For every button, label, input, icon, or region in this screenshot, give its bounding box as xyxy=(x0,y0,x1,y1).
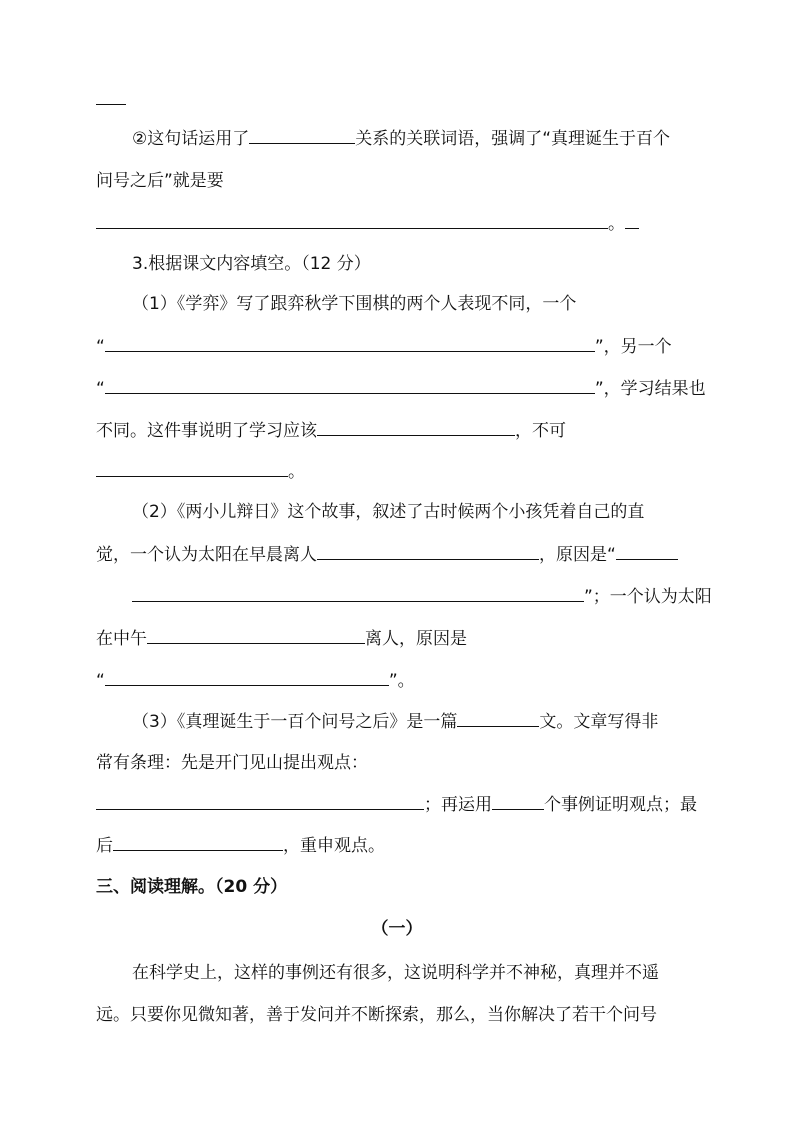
answer-blank[interactable] xyxy=(105,335,595,352)
punctuation: “ xyxy=(96,379,105,399)
punctuation: 。 xyxy=(288,462,305,482)
punctuation: “ xyxy=(96,671,105,691)
q3-p1-line2 xyxy=(96,335,672,358)
q2-sub2-line3 xyxy=(96,212,639,235)
q2-sub2-line2 xyxy=(96,170,224,192)
paragraph-text: 在科学史上，这样的事例还有很多，这说明科学并不神秘，真理并不遥 xyxy=(132,963,659,983)
answer-blank[interactable] xyxy=(616,543,678,560)
q3-p1-line4 xyxy=(96,419,566,442)
punctuation: 。 xyxy=(608,214,625,234)
question-text: 问号之后”就是要 xyxy=(96,171,224,191)
q3-p1-intro xyxy=(132,293,576,315)
q3-p2-intro xyxy=(132,501,644,523)
question-text: 不同。这件事说明了学习应该 xyxy=(96,421,317,441)
question-text: ”，学习结果也 xyxy=(594,379,706,399)
answer-blank[interactable] xyxy=(249,127,355,144)
reading-para-line2 xyxy=(96,1004,657,1026)
question-text: 关系的关联词语，强调了“真理诞生于百个 xyxy=(355,129,671,149)
question-text: ”，另一个 xyxy=(594,337,672,357)
answer-blank[interactable] xyxy=(105,377,595,394)
q3-p2-line5 xyxy=(96,669,415,692)
q3-p1-line3 xyxy=(96,377,706,400)
q3-p2-line2 xyxy=(96,543,678,566)
answer-blank[interactable] xyxy=(317,543,539,560)
question-text: ②这句话运用了 xyxy=(132,129,250,149)
heading-text: 三、阅读理解。（20 分） xyxy=(96,877,288,897)
q3-heading xyxy=(132,253,371,275)
section3-sub-heading xyxy=(0,918,794,940)
q3-p1-line5 xyxy=(96,460,305,483)
answer-blank[interactable] xyxy=(625,212,639,229)
answer-blank[interactable] xyxy=(96,88,126,105)
heading-text: 3.根据课文内容填空。（12 分） xyxy=(132,254,371,274)
question-text: 觉，一个认为太阳在早晨离人 xyxy=(96,545,317,565)
answer-blank[interactable] xyxy=(492,793,544,810)
question-text: 后 xyxy=(96,836,113,856)
punctuation: “ xyxy=(96,337,105,357)
question-text: ；再运用 xyxy=(424,795,492,815)
question-text: 常有条理：先是开门见山提出观点： xyxy=(96,753,368,773)
question-text: （3）《真理诞生于一百个问号之后》是一篇 xyxy=(132,712,458,732)
answer-blank[interactable] xyxy=(132,585,584,602)
answer-blank[interactable] xyxy=(96,460,288,477)
answer-blank[interactable] xyxy=(457,710,539,727)
question-text: ”；一个认为太阳 xyxy=(584,587,712,607)
section3-heading xyxy=(96,876,287,898)
answer-blank[interactable] xyxy=(105,669,389,686)
q3-p2-line4 xyxy=(96,627,467,650)
question-text: 个事例证明观点；最 xyxy=(544,795,697,815)
reading-para-line1 xyxy=(132,962,659,984)
question-text: ，重申观点。 xyxy=(283,836,385,856)
q3-p3-line4 xyxy=(96,834,385,857)
heading-text: （一） xyxy=(371,919,423,939)
answer-blank[interactable] xyxy=(113,834,283,851)
q3-p3-line2 xyxy=(96,752,368,774)
punctuation: ”。 xyxy=(388,671,415,691)
question-text: 文。文章写得非 xyxy=(539,712,659,732)
q3-p3-line3 xyxy=(96,793,697,816)
answer-blank[interactable] xyxy=(317,419,515,436)
q3-p2-line3 xyxy=(96,585,712,608)
q3-p3-intro xyxy=(132,710,658,733)
answer-blank[interactable] xyxy=(147,627,365,644)
paragraph-text: 远。只要你见微知著，善于发问并不断探索，那么，当你解决了若干个问号 xyxy=(96,1005,657,1025)
question-text: 在中午 xyxy=(96,629,147,649)
answer-blank[interactable] xyxy=(96,793,424,810)
question-text: ，不可 xyxy=(515,421,566,441)
top-blank-line xyxy=(96,88,126,111)
question-text: （1）《学弈》写了跟弈秋学下围棋的两个人表现不同，一个 xyxy=(132,294,577,314)
question-text: （2）《两小儿辩日》这个故事，叙述了古时候两个小孩凭着自己的直 xyxy=(132,502,645,522)
question-text: 离人，原因是 xyxy=(365,629,467,649)
question-text: ，原因是“ xyxy=(539,545,616,565)
answer-blank[interactable] xyxy=(96,212,608,229)
q2-sub2-line1 xyxy=(132,127,670,150)
